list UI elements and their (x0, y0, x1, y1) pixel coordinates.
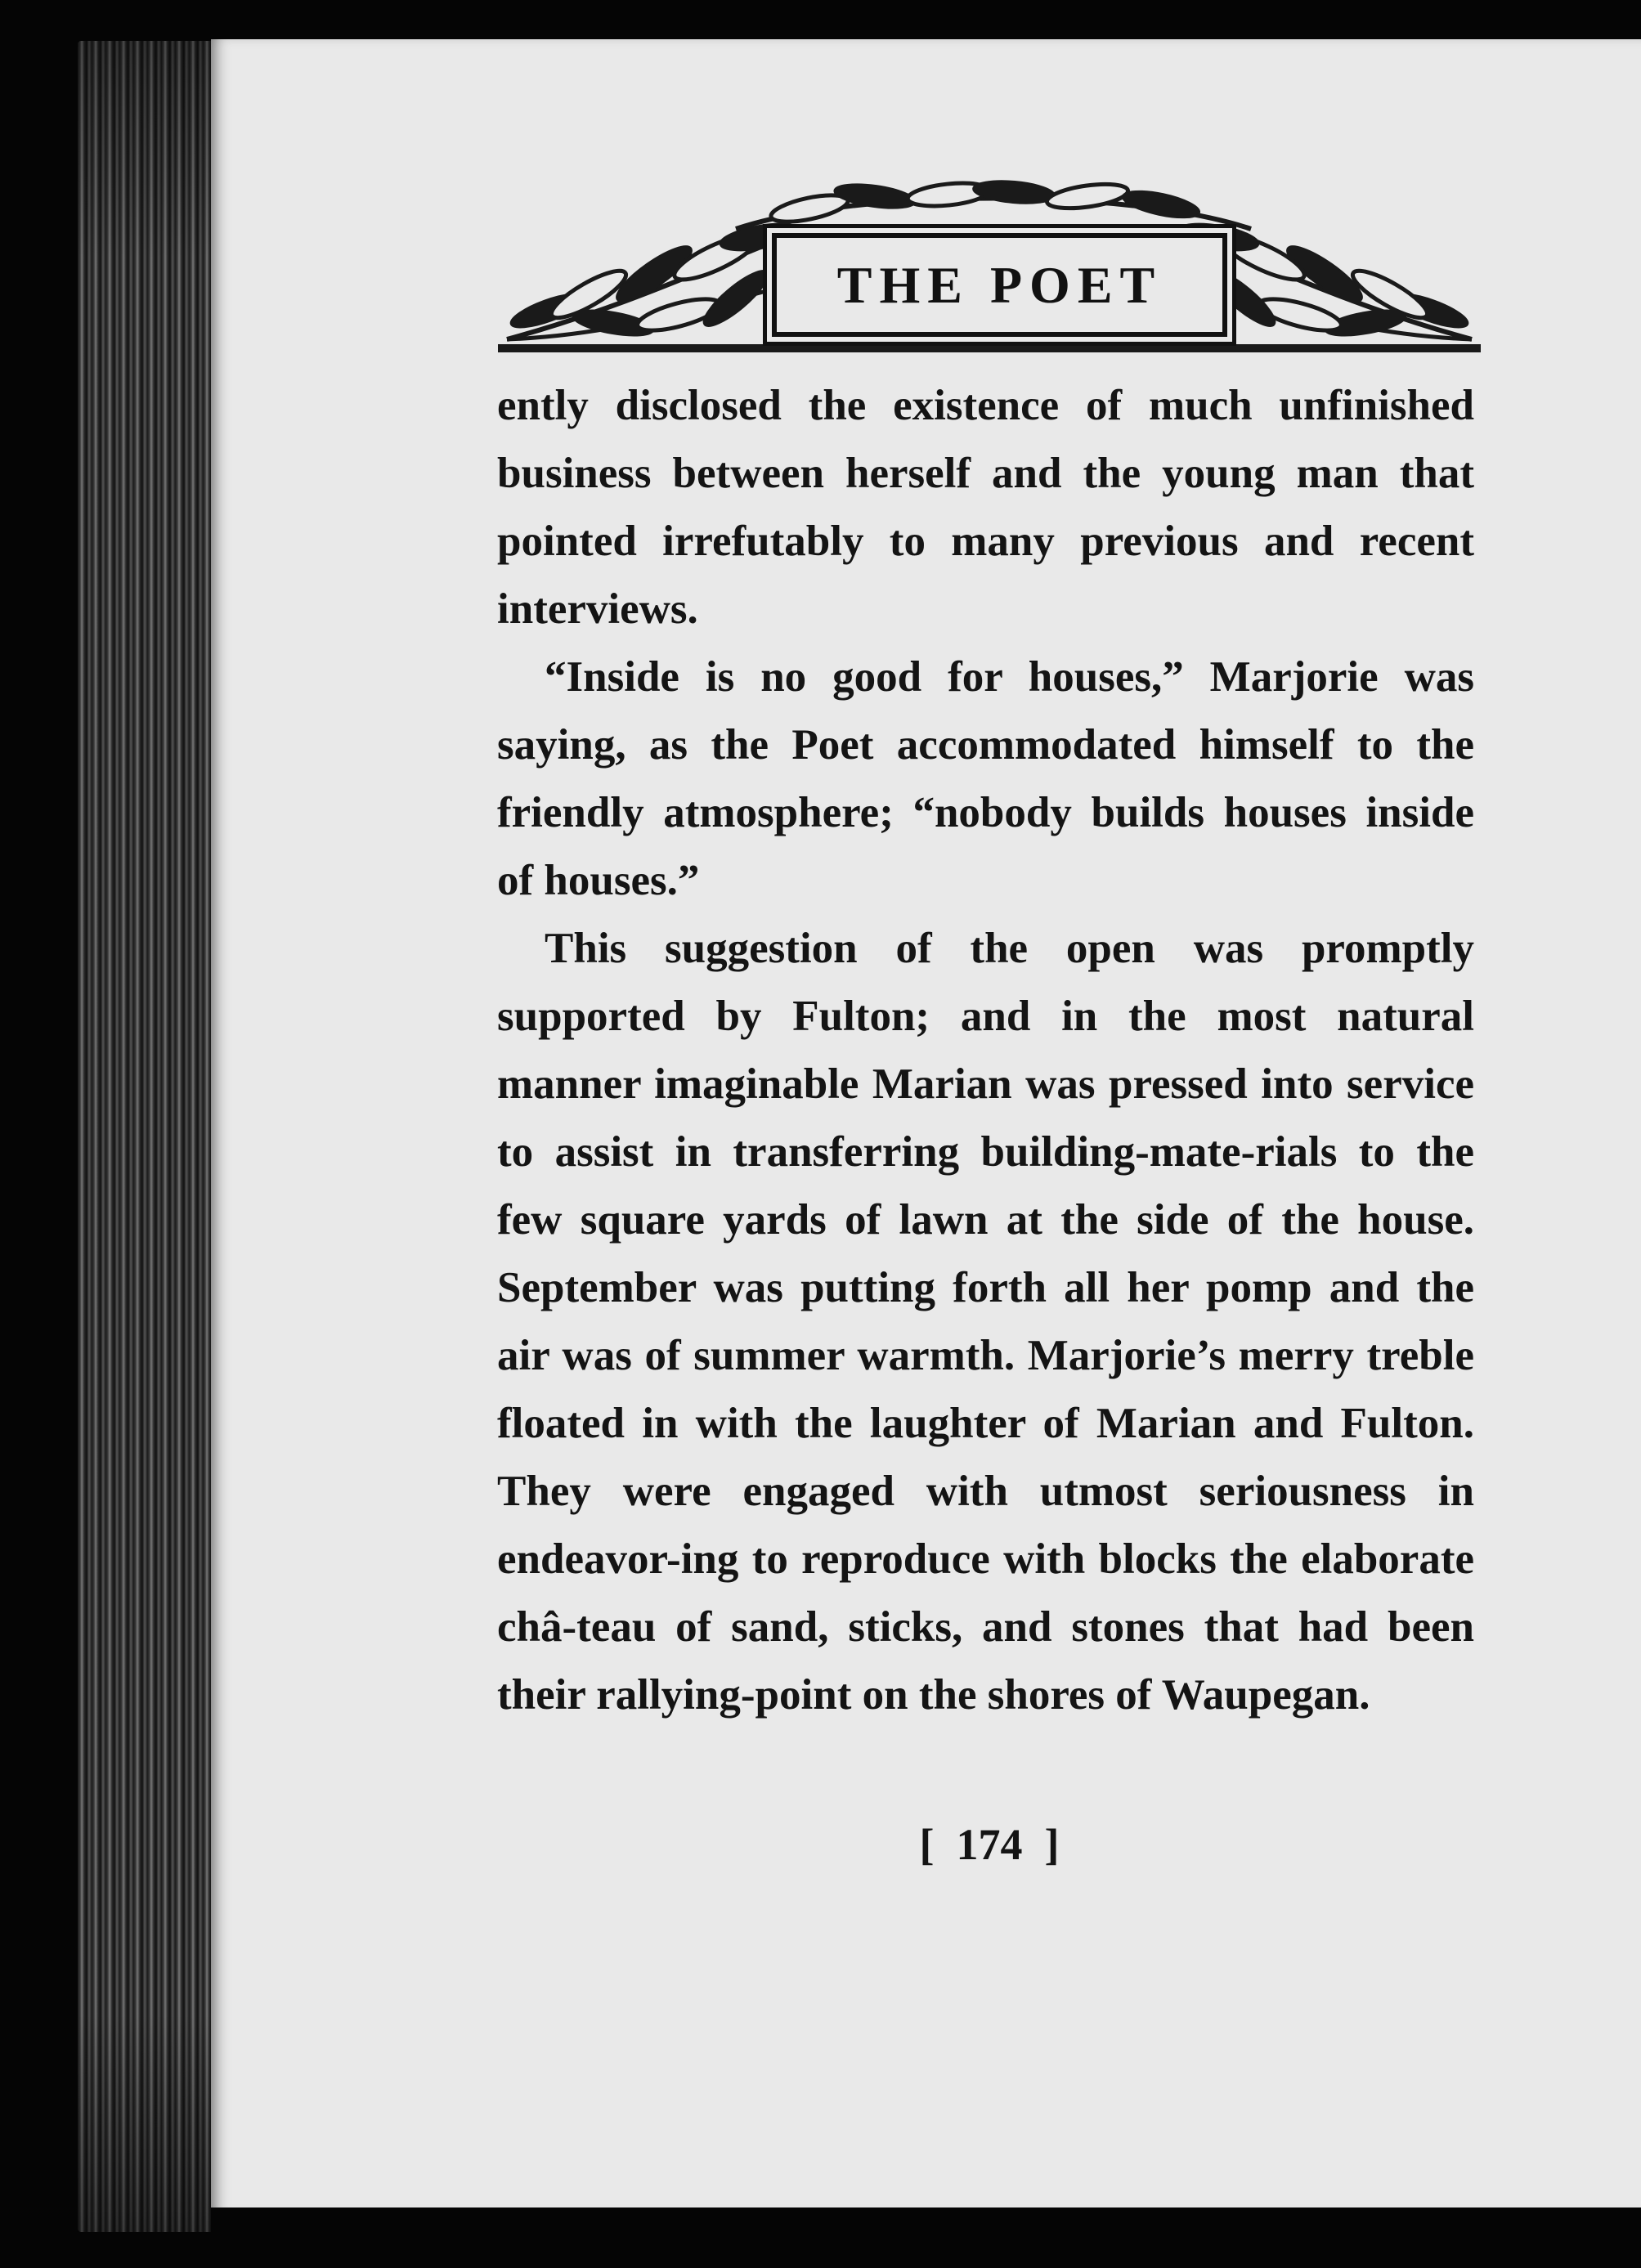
book-page-edges (78, 41, 217, 2232)
paragraph: “Inside is no good for houses,” Marjorie was saying, as the Poet accommodated himself to the friendly atmosphere; “nobody builds houses inside of houses.” (497, 653, 1474, 904)
scan-bottom-edge (211, 2207, 1641, 2268)
page-number: [ 174 ] (919, 1820, 1060, 1869)
page-text (497, 372, 1474, 1729)
paragraph: This suggestion of the open was promptly supported by Fulton; and in the most natural manner imaginable Marian was pressed into service to assist in transferring building-mate-rials to the few square yards of lawn at the side of the house. September was putting forth all her pomp and the air was of summer warmth. Marjorie’s merry treble floated in with the laughter of Marian and Fulton. They were engaged with utmost seriousness in endeavor-ing to reproduce with blocks the elaborate châ-teau of sand, sticks, and stones that had been their rallying-point on the shores of Waupegan. (497, 925, 1474, 1719)
paragraph: ently disclosed the existence of much unfinished business between herself and the young man that pointed irrefutably to many previous and recent interviews. (497, 382, 1474, 633)
running-head-title: THE POET (772, 233, 1227, 337)
